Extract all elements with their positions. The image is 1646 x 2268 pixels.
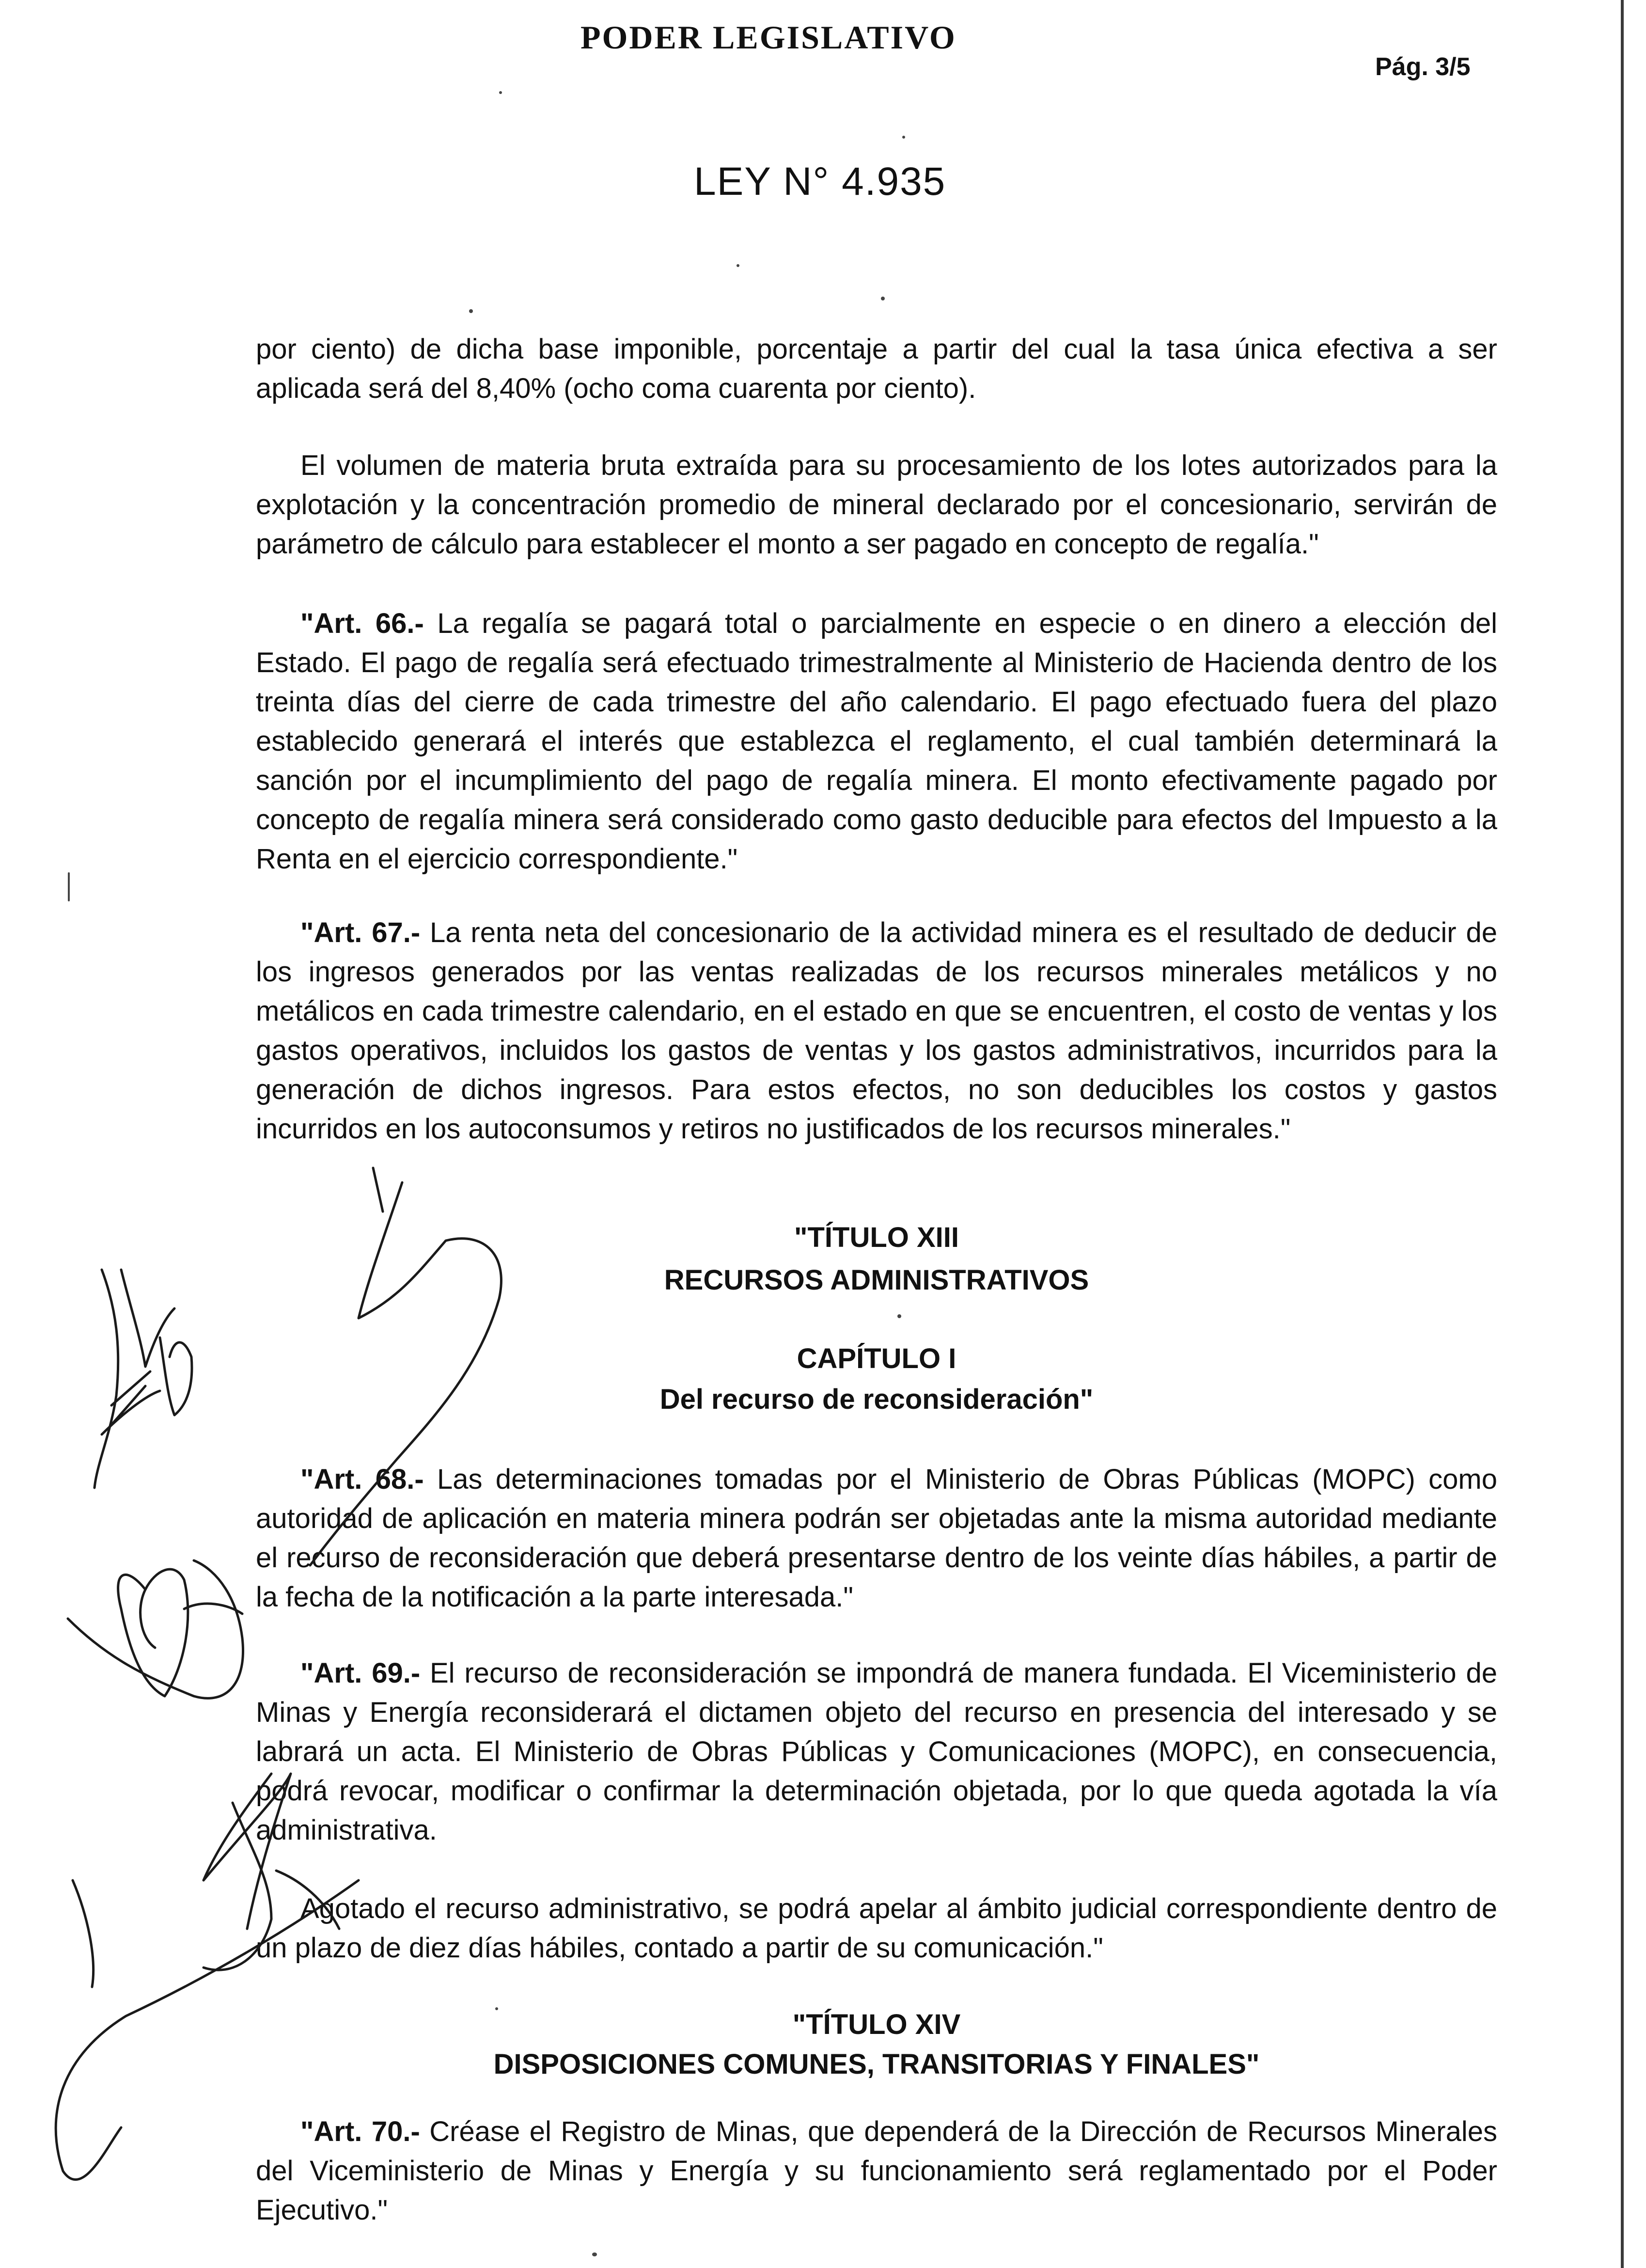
signature-stroke xyxy=(56,1880,359,2180)
title-xiv-name: DISPOSICIONES COMUNES, TRANSITORIAS Y FINALES" xyxy=(493,2048,1260,2080)
paragraph-continuation: por ciento) de dicha base imponible, porcentaje a partir del cual la tasa única efectiva a ser aplicada será del 8,40% (ocho coma cuarenta por ciento). xyxy=(256,333,1497,404)
signature-stroke xyxy=(94,1270,118,1488)
article-70-label: "Art. 70.- xyxy=(300,2116,420,2147)
article-68-text: Las determinaciones tomadas por el Ministerio de Obras Públicas (MOPC) como autoridad de aplicación en materia minera podrán ser objetadas ante la misma autoridad mediante el recurso de reconsideración que deberá presentarse dentro de los veinte días hábiles, a partir de la fecha de la notificación a la parte interesada." xyxy=(256,1464,1497,1613)
article-69-text: El recurso de reconsideración se impondrá de manera fundada. El Viceministerio de Minas y Energía reconsiderará el dictamen objeto del recurso en presencia del interesado y se labrará un acta. El Ministerio de Obras Públicas y Comunicaciones (MOPC), en consecuencia, podrá revocar, modificar o confirmar la determinación objetada, por lo que queda agotada la vía administrativa. xyxy=(256,1657,1497,1846)
title-xiii-name: RECURSOS ADMINISTRATIVOS xyxy=(664,1264,1089,1296)
article-70-text: Créase el Registro de Minas, que dependerá de la Dirección de Recursos Minerales del Viceministerio de Minas y Energía y su funcionamiento será reglamentado por el Poder Ejecutivo." xyxy=(256,2116,1497,2226)
paragraph-agotado: Agotado el recurso administrativo, se podrá apelar al ámbito judicial correspondiente dentro de un plazo de diez días hábiles, contado a partir de su comunicación." xyxy=(256,1893,1497,1964)
signature-stroke xyxy=(204,1774,291,1929)
article-69-label: "Art. 69.- xyxy=(300,1657,421,1689)
signature-stroke xyxy=(102,1371,160,1434)
signature-stroke xyxy=(373,1168,383,1212)
signature-stroke xyxy=(121,1270,174,1367)
signature-stroke xyxy=(310,1182,501,1565)
law-title: LEY N° 4.935 xyxy=(694,159,946,204)
article-67-text: La renta neta del concesionario de la actividad minera es el resultado de deducir de los ingresos generados por las ventas realizadas de los recursos minerales metálicos y no metálicos en cada trimestre calendario, en el estado en que se encuentren, el costo de ventas y los gastos operativos, incluidos los gastos de ventas y los gastos administrativos, incurridos para la generación de dichos ingresos. Para estos efectos, no son deducibles los costos y gastos incurridos en los autoconsumos y retiros no justificados de los recursos minerales." xyxy=(256,917,1497,1145)
article-68-label: "Art. 68.- xyxy=(300,1464,424,1495)
page-number: Pág. 3/5 xyxy=(1375,53,1471,81)
article-66-label: "Art. 66.- xyxy=(300,608,424,639)
chapter-i-name: Del recurso de reconsideración" xyxy=(659,1384,1094,1415)
chapter-i-heading: CAPÍTULO I xyxy=(797,1343,956,1374)
signature-stroke xyxy=(160,1338,192,1415)
signature-stroke xyxy=(73,1880,94,1987)
signature-stroke xyxy=(68,1560,243,1698)
title-xiii-heading: "TÍTULO XIII xyxy=(794,1222,959,1253)
paragraph-volumen: El volumen de materia bruta extraída para su procesamiento de los lotes autorizados para la explotación y la concentración promedio de mineral declarado por el concesionario, servirán de parámetro de cálculo para establecer el monto a ser pagado en concepto de regalía." xyxy=(256,450,1497,560)
title-xiv-heading: "TÍTULO XIV xyxy=(792,2009,961,2040)
article-66-text: La regalía se pagará total o parcialmente en especie o en dinero a elección del Estado. El pago de regalía será efectuado trimestralmente al Ministerio de Hacienda dentro de los treinta días del cierre de cada trimestre del año calendario. El pago efectuado fuera del plazo establecido generará el interés que establezca el reglamento, el cual también determinará la sanción por el incumplimiento del pago de regalía minera. El monto efectivamente pagado por concepto de regalía minera será considerado como gasto deducible para efectos del Impuesto a la Renta en el ejercicio correspondiente." xyxy=(256,608,1497,875)
article-67-label: "Art. 67.- xyxy=(300,917,421,948)
page-header: PODER LEGISLATIVO xyxy=(580,19,956,56)
